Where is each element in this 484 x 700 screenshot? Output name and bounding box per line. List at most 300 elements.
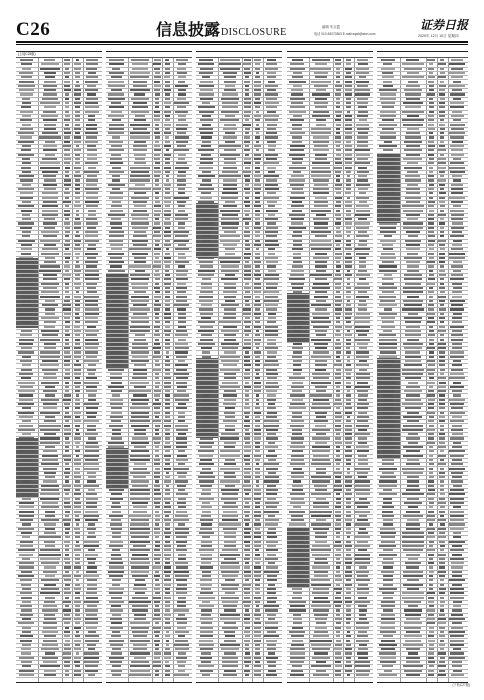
table-cell-text bbox=[336, 369, 341, 371]
table-cell-text bbox=[175, 218, 188, 220]
table-cell-text bbox=[429, 132, 433, 134]
table-cell-text bbox=[427, 59, 434, 61]
table-cell-text bbox=[289, 227, 305, 229]
table-cell-text bbox=[428, 437, 434, 439]
table-cell-text bbox=[131, 571, 150, 573]
table-cell-text bbox=[111, 558, 122, 560]
table-cell-text bbox=[155, 446, 159, 448]
table-cell-text bbox=[403, 571, 423, 573]
table-cell-text bbox=[65, 493, 69, 495]
table-cell-text bbox=[112, 450, 120, 452]
table-cell-text bbox=[75, 519, 81, 521]
table-cell-text bbox=[165, 562, 169, 564]
table-cell-text bbox=[244, 330, 251, 332]
table-cell-text bbox=[199, 261, 213, 263]
table-cell-text bbox=[44, 81, 55, 83]
table-cell-text bbox=[224, 76, 236, 78]
table-cell-text bbox=[428, 76, 435, 78]
table-cell-text bbox=[87, 154, 97, 156]
table-cell-text bbox=[64, 210, 70, 212]
table-cell-text bbox=[256, 403, 260, 405]
table-cell-text bbox=[265, 334, 278, 336]
table-cell-text bbox=[336, 394, 340, 396]
table-cell-text bbox=[131, 111, 149, 113]
table-cell-text bbox=[289, 313, 305, 315]
table-cell-text bbox=[175, 640, 189, 642]
table-cell-text bbox=[223, 188, 238, 190]
table-cell-text bbox=[165, 287, 169, 289]
table-cell-text bbox=[132, 631, 148, 633]
table-cell-text bbox=[357, 592, 369, 594]
table-cell-text bbox=[41, 291, 59, 293]
table-cell-text bbox=[154, 274, 160, 276]
table-cell-text bbox=[440, 265, 445, 267]
table-cell-text bbox=[404, 364, 422, 366]
table-cell-text bbox=[427, 283, 434, 285]
table-cell-text bbox=[244, 498, 251, 500]
table-cell-text bbox=[403, 575, 423, 577]
table-cell-text bbox=[256, 72, 260, 74]
table-cell-text bbox=[381, 614, 395, 616]
table-cell-text bbox=[345, 648, 352, 650]
table-cell-text bbox=[355, 489, 369, 491]
table-cell-text bbox=[429, 296, 433, 298]
table-cell-text bbox=[256, 399, 260, 401]
table-cell-text bbox=[254, 575, 261, 577]
table-cell-text bbox=[315, 412, 328, 414]
table-cell-text bbox=[314, 597, 329, 599]
table-cell-text bbox=[440, 98, 445, 100]
table-cell-text bbox=[345, 455, 352, 457]
table-cell-text bbox=[429, 257, 434, 259]
table-cell-text bbox=[440, 609, 444, 611]
table-cell-text bbox=[429, 274, 434, 276]
table-cell-text bbox=[110, 609, 123, 611]
table-cell-text bbox=[111, 670, 122, 672]
table-cell-text bbox=[290, 425, 304, 427]
table-cell-text bbox=[450, 326, 465, 328]
table-cell-text bbox=[65, 106, 69, 108]
table-cell-text bbox=[336, 201, 341, 203]
table-cell-text bbox=[428, 601, 434, 603]
table-cell-text bbox=[65, 549, 69, 551]
table-cell-text bbox=[255, 364, 260, 366]
table-cell-text bbox=[63, 304, 70, 306]
table-cell-text bbox=[65, 562, 70, 564]
table-cell-text bbox=[244, 459, 250, 461]
table-cell-text bbox=[165, 412, 171, 414]
table-cell-text bbox=[132, 240, 148, 242]
table-cell-text bbox=[220, 450, 241, 452]
table-cell-text bbox=[439, 382, 446, 384]
table-cell-text bbox=[165, 98, 169, 100]
table-cell-text bbox=[451, 76, 463, 78]
table-cell-text bbox=[453, 179, 460, 181]
table-cell-text bbox=[75, 644, 80, 646]
table-cell-text bbox=[76, 59, 80, 61]
table-cell-text bbox=[440, 584, 444, 586]
table-cell-text bbox=[429, 171, 434, 173]
table-cell-text bbox=[221, 278, 238, 280]
table-cell-text bbox=[76, 579, 80, 581]
table-cell-text bbox=[293, 231, 302, 233]
table-cell-text bbox=[313, 455, 329, 457]
table-cell-text bbox=[292, 59, 302, 61]
table-cell-text bbox=[266, 158, 276, 160]
table-cell-text bbox=[110, 222, 122, 224]
table-cell-text bbox=[74, 437, 81, 439]
table-cell-text bbox=[133, 506, 147, 508]
table-cell-text bbox=[154, 463, 159, 465]
table-cell-text bbox=[65, 291, 69, 293]
table-cell-text bbox=[428, 399, 435, 401]
table-cell-text bbox=[405, 283, 420, 285]
table-cell-text bbox=[244, 450, 251, 452]
table-cell-text bbox=[358, 244, 367, 246]
table-cell-text bbox=[153, 661, 161, 663]
table-cell-text bbox=[407, 296, 419, 298]
table-cell-text bbox=[65, 532, 69, 534]
table-cell-text bbox=[345, 450, 353, 452]
table-cell-text bbox=[19, 278, 34, 280]
table-cell-text bbox=[439, 89, 445, 91]
table-cell-text bbox=[200, 635, 213, 637]
table-cell-text bbox=[201, 136, 212, 138]
table-cell-text bbox=[75, 274, 80, 276]
table-cell-text bbox=[379, 644, 397, 646]
table-cell-text bbox=[112, 476, 120, 478]
table-cell-text bbox=[178, 317, 186, 319]
table-cell-text bbox=[311, 304, 330, 306]
table-cell-text bbox=[19, 72, 33, 74]
table-cell-text bbox=[311, 584, 332, 586]
table-cell-text bbox=[130, 532, 150, 534]
table-cell-text bbox=[154, 210, 161, 212]
table-cell-text bbox=[76, 81, 80, 83]
table-cell-text bbox=[345, 128, 352, 130]
table-cell-text bbox=[336, 502, 341, 504]
table-cell-text bbox=[428, 652, 434, 654]
table-cell-text bbox=[200, 566, 214, 568]
table-cell-text bbox=[356, 622, 369, 624]
table-cell-text bbox=[133, 81, 147, 83]
table-cell-text bbox=[334, 545, 342, 547]
table-cell-text bbox=[155, 162, 160, 164]
table-cell-text bbox=[336, 231, 341, 233]
table-cell-text bbox=[429, 98, 433, 100]
table-cell-text bbox=[268, 515, 276, 517]
table-cell-text bbox=[453, 605, 461, 607]
table-cell-text bbox=[451, 227, 464, 229]
table-cell-text bbox=[75, 308, 80, 310]
table-cell-text bbox=[450, 528, 463, 530]
table-cell-text bbox=[315, 425, 326, 427]
table-cell-text bbox=[406, 528, 420, 530]
table-cell-text bbox=[86, 128, 97, 130]
table-cell-text bbox=[219, 257, 240, 259]
table-cell-text bbox=[175, 515, 188, 517]
table-cell-text bbox=[406, 657, 420, 659]
table-cell-text bbox=[452, 175, 461, 177]
table-cell-text bbox=[112, 287, 120, 289]
table-cell-text bbox=[267, 498, 276, 500]
table-cell-text bbox=[291, 222, 303, 224]
table-cell-text bbox=[427, 536, 435, 538]
table-cell-text bbox=[355, 536, 369, 538]
table-cell-text bbox=[224, 622, 236, 624]
table-cell-text bbox=[402, 111, 424, 113]
table-cell-text bbox=[200, 382, 213, 384]
table-cell-text bbox=[85, 304, 98, 306]
table-cell-text bbox=[336, 218, 341, 220]
table-cell-text bbox=[110, 618, 122, 620]
table-cell-text bbox=[39, 136, 60, 138]
table-cell-text bbox=[265, 257, 278, 259]
table-cell-text bbox=[335, 347, 341, 349]
table-cell-text bbox=[381, 622, 394, 624]
table-cell-text bbox=[440, 154, 445, 156]
table-cell-text bbox=[292, 158, 303, 160]
table-cell-text bbox=[313, 149, 329, 151]
table-cell-text bbox=[223, 72, 237, 74]
table-cell-text bbox=[245, 119, 250, 121]
table-cell-text bbox=[87, 227, 96, 229]
table-cell-text bbox=[450, 300, 465, 302]
table-cell-text bbox=[407, 171, 418, 173]
table-cell-text bbox=[407, 128, 420, 130]
table-cell-text bbox=[440, 128, 445, 130]
table-cell-text bbox=[289, 609, 305, 611]
table-cell-text bbox=[346, 463, 350, 465]
table-cell-text bbox=[379, 545, 396, 547]
table-cell-text bbox=[64, 253, 71, 255]
table-cell-text bbox=[264, 197, 279, 199]
table-cell-text bbox=[202, 240, 210, 242]
table-cell-text bbox=[65, 437, 69, 439]
table-cell-text bbox=[110, 377, 122, 379]
table-cell-text bbox=[312, 480, 330, 482]
table-cell-text bbox=[85, 111, 99, 113]
table-cell-text bbox=[438, 502, 445, 504]
table-cell-text bbox=[133, 644, 146, 646]
table-cell-text bbox=[438, 463, 446, 465]
table-cell-text bbox=[452, 571, 461, 573]
table-cell-text bbox=[19, 511, 34, 513]
table-cell-text bbox=[428, 205, 434, 207]
table-cell-text bbox=[132, 605, 148, 607]
table-cell-text bbox=[359, 609, 367, 611]
table-cell-text bbox=[440, 657, 445, 659]
table-cell-text bbox=[345, 68, 352, 70]
table-cell-text bbox=[225, 274, 236, 276]
table-row bbox=[377, 673, 468, 678]
table-cell-text bbox=[174, 373, 189, 375]
table-cell-text bbox=[75, 154, 80, 156]
table-cell-text bbox=[165, 541, 169, 543]
table-cell-text bbox=[336, 98, 340, 100]
table-cell-text bbox=[201, 347, 212, 349]
table-cell-text bbox=[223, 205, 238, 207]
table-cell-text bbox=[292, 339, 303, 341]
table-cell-text bbox=[291, 270, 304, 272]
table-cell-text bbox=[405, 360, 422, 362]
table-cell-text bbox=[20, 614, 33, 616]
table-cell-text bbox=[429, 502, 434, 504]
table-cell-text bbox=[292, 665, 302, 667]
table-cell-text bbox=[164, 566, 171, 568]
table-cell-text bbox=[132, 343, 149, 345]
table-cell-text bbox=[221, 98, 238, 100]
table-cell-text bbox=[112, 201, 121, 203]
table-cell-text bbox=[335, 515, 341, 517]
table-cell-text bbox=[112, 648, 121, 650]
table-cell-text bbox=[165, 670, 171, 672]
table-cell-text bbox=[345, 433, 352, 435]
table-cell-text bbox=[311, 240, 331, 242]
table-cell-text bbox=[133, 511, 147, 513]
table-cell-text bbox=[43, 571, 58, 573]
table-cell-text bbox=[451, 429, 464, 431]
table-cell-text bbox=[335, 605, 341, 607]
table-cell-text bbox=[165, 661, 169, 663]
table-cell-text bbox=[429, 459, 433, 461]
table-cell-text bbox=[381, 192, 395, 194]
table-cell-text bbox=[451, 68, 463, 70]
table-cell-text bbox=[291, 519, 304, 521]
table-cell-text bbox=[202, 416, 210, 418]
table-cell-text bbox=[336, 330, 340, 332]
table-cell-text bbox=[225, 429, 236, 431]
table-cell-text bbox=[45, 528, 55, 530]
table-cell-text bbox=[200, 68, 213, 70]
table-cell-text bbox=[133, 545, 146, 547]
table-cell-text bbox=[176, 377, 188, 379]
table-cell-text bbox=[222, 347, 238, 349]
table-cell-text bbox=[439, 287, 445, 289]
table-cell-text bbox=[334, 588, 342, 590]
table-cell-text bbox=[335, 334, 341, 336]
table-cell-text bbox=[87, 472, 96, 474]
table-cell-text bbox=[109, 283, 124, 285]
table-cell-text bbox=[21, 248, 32, 250]
table-cell-text bbox=[314, 102, 328, 104]
table-cell-text bbox=[176, 382, 187, 384]
table-cell-text bbox=[345, 205, 351, 207]
table-cell-text bbox=[334, 403, 341, 405]
table-cell-text bbox=[201, 545, 212, 547]
table-cell-text bbox=[356, 205, 369, 207]
table-cell-text bbox=[439, 111, 446, 113]
table-cell-text bbox=[221, 360, 239, 362]
table-cell-text bbox=[153, 235, 161, 237]
table-cell-text bbox=[289, 278, 305, 280]
table-cell-text bbox=[202, 253, 211, 255]
table-cell-text bbox=[244, 81, 250, 83]
table-cell-text bbox=[450, 403, 465, 405]
table-cell-text bbox=[108, 85, 125, 87]
table-cell-text bbox=[429, 72, 433, 74]
table-cell-text bbox=[255, 98, 261, 100]
table-cell-text bbox=[201, 287, 212, 289]
table-cell-text bbox=[201, 588, 211, 590]
table-cell-text bbox=[110, 455, 122, 457]
table-cell-text bbox=[177, 502, 187, 504]
table-cell-text bbox=[177, 472, 187, 474]
table-cell-text bbox=[335, 377, 341, 379]
table-cell-text bbox=[428, 68, 435, 70]
table-cell-text bbox=[335, 111, 342, 113]
table-cell-text bbox=[438, 618, 445, 620]
table-cell-text bbox=[220, 614, 241, 616]
table-cell-text bbox=[154, 205, 161, 207]
table-cell-text bbox=[293, 468, 302, 470]
table-cell-text bbox=[65, 167, 70, 169]
table-cell-text bbox=[202, 235, 212, 237]
table-cell-text bbox=[292, 356, 302, 358]
table-cell-text bbox=[359, 257, 366, 259]
table-cell-text bbox=[42, 502, 57, 504]
table-cell-text bbox=[20, 640, 32, 642]
table-cell-text bbox=[452, 343, 462, 345]
table-cell-text bbox=[256, 480, 260, 482]
table-cell-text bbox=[84, 652, 99, 654]
table-cell-text bbox=[86, 68, 97, 70]
table-cell-text bbox=[314, 652, 327, 654]
table-cell-text bbox=[336, 566, 340, 568]
table-cell-text bbox=[438, 179, 445, 181]
table-cell-text bbox=[314, 631, 328, 633]
table-cell-text bbox=[41, 382, 59, 384]
table-cell-text bbox=[165, 158, 170, 160]
table-cell-text bbox=[176, 330, 187, 332]
table-cell-text bbox=[335, 575, 341, 577]
table-cell-text bbox=[427, 382, 435, 384]
table-cell-text bbox=[428, 291, 434, 293]
table-cell-text bbox=[438, 674, 445, 676]
table-cell-text bbox=[112, 278, 121, 280]
table-cell-text bbox=[428, 562, 433, 564]
table-cell-text bbox=[166, 175, 170, 177]
table-cell-text bbox=[452, 390, 461, 392]
table-cell-text bbox=[223, 394, 237, 396]
table-cell-text bbox=[429, 356, 434, 358]
table-cell-text bbox=[222, 661, 238, 663]
table-cell-text bbox=[379, 485, 397, 487]
table-cell-text bbox=[244, 175, 250, 177]
table-cell-text bbox=[165, 429, 171, 431]
table-cell-text bbox=[381, 162, 396, 164]
table-cell-text bbox=[265, 296, 279, 298]
table-cell-text bbox=[429, 339, 434, 341]
table-cell-text bbox=[450, 511, 464, 513]
table-cell-text bbox=[40, 493, 60, 495]
table-cell-text bbox=[88, 532, 95, 534]
table-cell-text bbox=[335, 283, 341, 285]
table-cell-text bbox=[133, 635, 146, 637]
table-cell-text bbox=[18, 265, 35, 267]
table-cell-text bbox=[439, 588, 446, 590]
table-cell-text bbox=[355, 339, 370, 341]
table-cell-text bbox=[315, 265, 326, 267]
table-cell-text bbox=[199, 549, 214, 551]
table-cell-text bbox=[428, 304, 434, 306]
table-cell-text bbox=[254, 536, 261, 538]
table-cell-text bbox=[86, 614, 97, 616]
table-cell-text bbox=[154, 532, 160, 534]
table-cell-text bbox=[76, 429, 80, 431]
table-cell-text bbox=[44, 566, 57, 568]
table-cell-text bbox=[174, 394, 188, 396]
